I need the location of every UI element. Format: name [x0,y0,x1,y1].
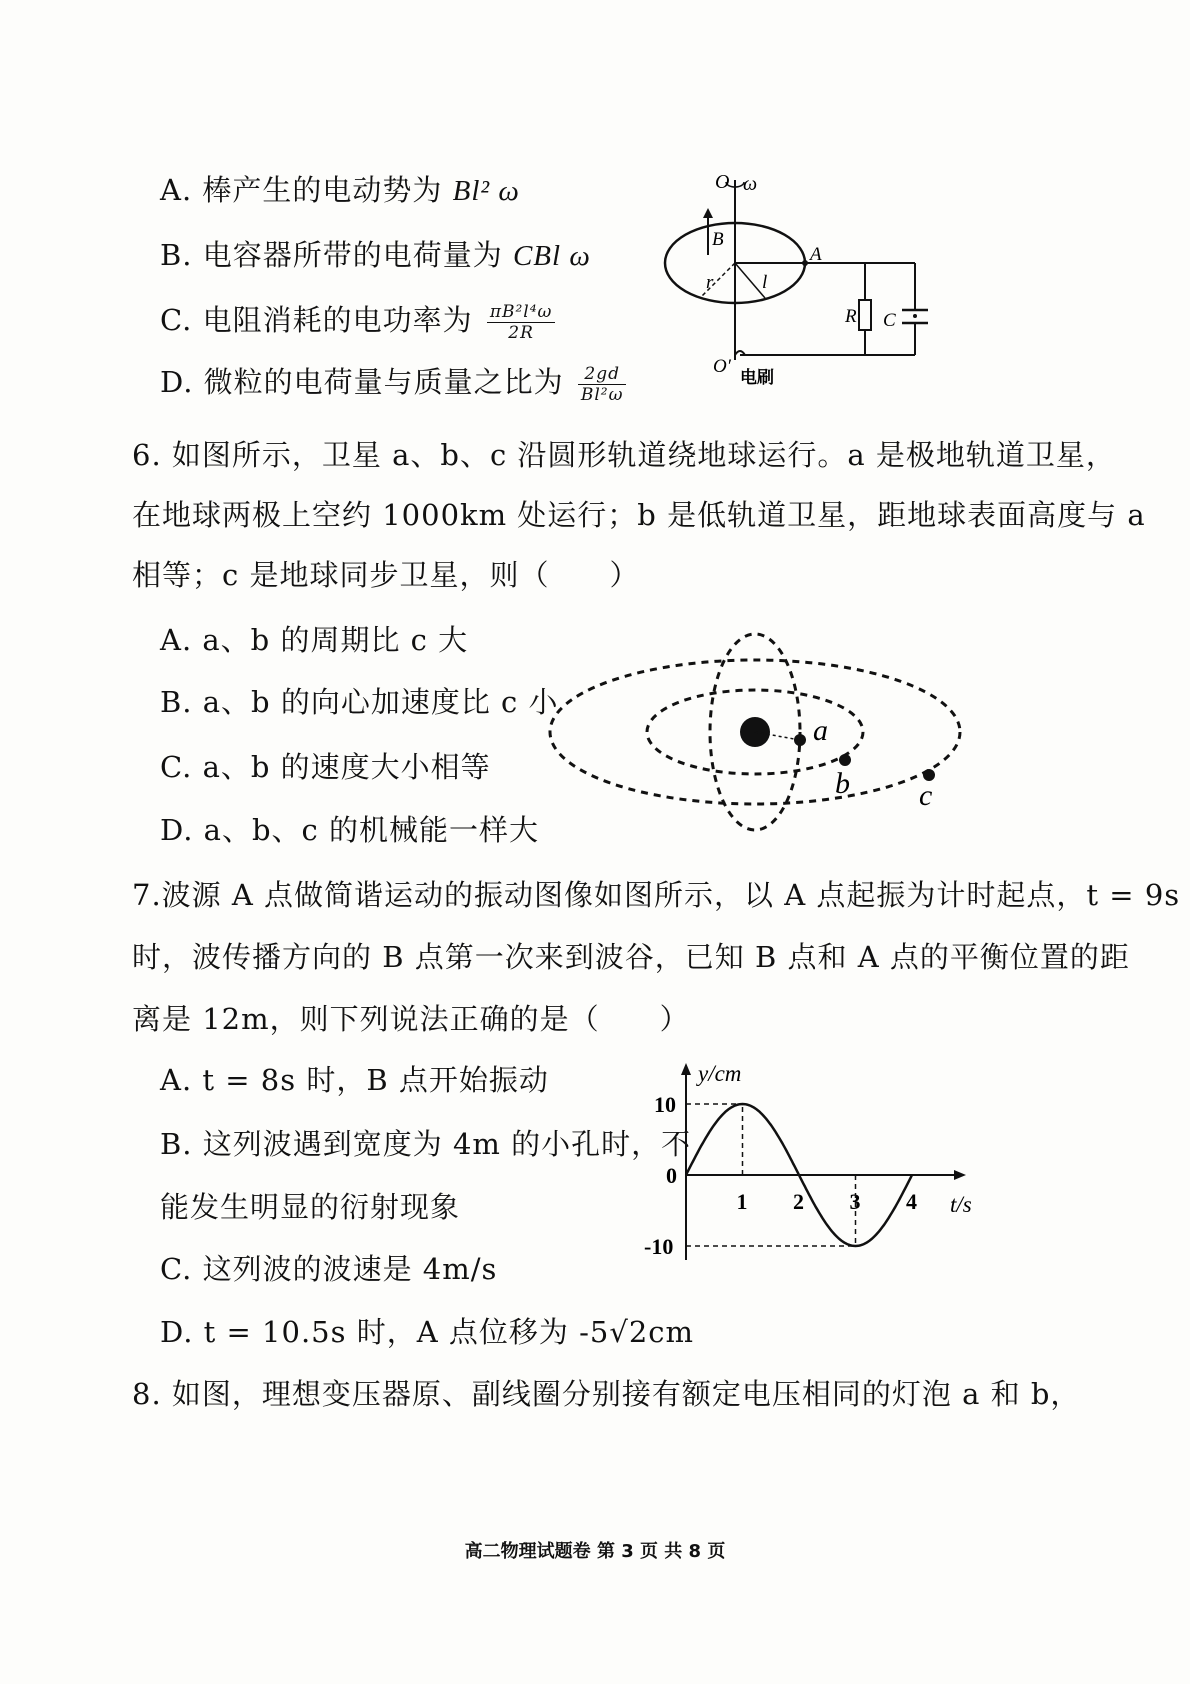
q6-option-b: B. a、b 的向心加速度比 c 小 [160,685,559,719]
label-a: A [810,244,822,265]
particle [913,314,917,318]
x-tick-label: 2 [793,1189,804,1214]
q5-option-c-text: C. 电阻消耗的电功率为 [160,303,473,337]
label-r: r [706,272,714,293]
q5-option-b [160,233,591,274]
q6-option-d: D. a、b、c 的机械能一样大 [160,813,539,847]
q7-stem-line1: 7.波源 A 点做简谐运动的振动图像如图所示，以 A 点起振为计时起点，t = 9s [132,878,1181,912]
x-axis-arrowhead [954,1170,966,1180]
q6-option-a: A. a、b 的周期比 c 大 [160,623,469,657]
label-resistor: R [845,306,857,327]
q8-stem-line1: 8. 如图，理想变压器原、副线圈分别接有额定电压相同的灯泡 a 和 b， [132,1377,1081,1411]
label-l: l [762,272,768,293]
fraction-denominator: 2R [508,322,534,343]
label-o: O [715,171,730,193]
q5-option-d-text: D. 微粒的电荷量与质量之比为 [160,365,564,399]
label-satellite-b: b [835,767,850,800]
resistor-r [859,300,871,330]
q6-stem-line2: 在地球两极上空约 1000km 处运行；b 是低轨道卫星，距地球表面高度与 a [132,498,1146,532]
satellite-a [794,734,806,746]
q7-vibration-chart [640,1055,985,1270]
label-satellite-a: a [813,714,828,747]
q5-option-d-fraction [578,364,627,405]
rod-l [735,263,768,298]
q7-option-b-line1: B. 这列波遇到宽度为 4m 的小孔时，不 [160,1127,692,1161]
label-omega: ω [743,173,758,195]
x-tick-label: 3 [849,1189,861,1214]
q5-option-b-text: B. 电容器所带的电荷量为 [160,238,503,272]
y-tick-label: 10 [654,1092,676,1117]
x-tick-label: 4 [906,1189,917,1214]
label-satellite-c: c [919,779,933,812]
label-capacitor: C [883,310,896,331]
q6-option-c: C. a、b 的速度大小相等 [160,750,491,784]
q5-option-c [160,298,555,343]
q7-stem-line3: 离是 12m，则下列说法正确的是（ ） [132,1002,690,1036]
b-field-arrowhead [703,208,713,218]
y-tick-label: -10 [644,1234,674,1259]
q7-option-c: C. 这列波的波速是 4m/s [160,1252,498,1286]
satellite-b [839,754,851,766]
q5-circuit-figure [640,160,960,410]
q5-option-b-expr: CBl ω [512,240,591,272]
q5-option-d [160,360,626,405]
y-axis-label: y/cm [698,1061,742,1086]
q5-option-c-fraction [487,302,556,343]
x-tick-label: 0 [666,1163,677,1188]
fraction-numerator: πB²l⁴ω [487,302,556,323]
label-o-prime: O′ [713,356,731,377]
fraction-numerator: 2gd [578,364,627,385]
x-tick-label: 1 [736,1189,748,1214]
q6-stem-line3: 相等；c 是地球同步卫星，则（ ） [132,558,640,592]
q7-option-a: A. t = 8s 时，B 点开始振动 [160,1063,549,1097]
q5-option-a-expr: Bl² ω [452,175,520,207]
page-footer: 高二物理试题卷 第 3 页 共 8 页 [464,1541,726,1562]
q6-orbit-figure [545,630,970,845]
y-axis-arrowhead [681,1063,691,1075]
q5-option-a-text: A. 棒产生的电动势为 [160,173,443,207]
q5-option-a [160,168,520,209]
q7-stem-line2: 时，波传播方向的 B 点第一次来到波谷，已知 B 点和 A 点的平衡位置的距 [132,940,1130,974]
q7-option-d: D. t = 10.5s 时，A 点位移为 -5√2cm [160,1315,695,1349]
x-axis-label: t/s [950,1192,972,1217]
q7-option-b-line2: 能发生明显的衍射现象 [160,1190,461,1224]
fraction-denominator: Bl²ω [580,384,624,405]
label-b: B [712,229,724,250]
q6-stem-line1: 6. 如图所示，卫星 a、b、c 沿圆形轨道绕地球运行。a 是极地轨道卫星， [132,438,1116,472]
label-brush: 电刷 [740,368,774,388]
